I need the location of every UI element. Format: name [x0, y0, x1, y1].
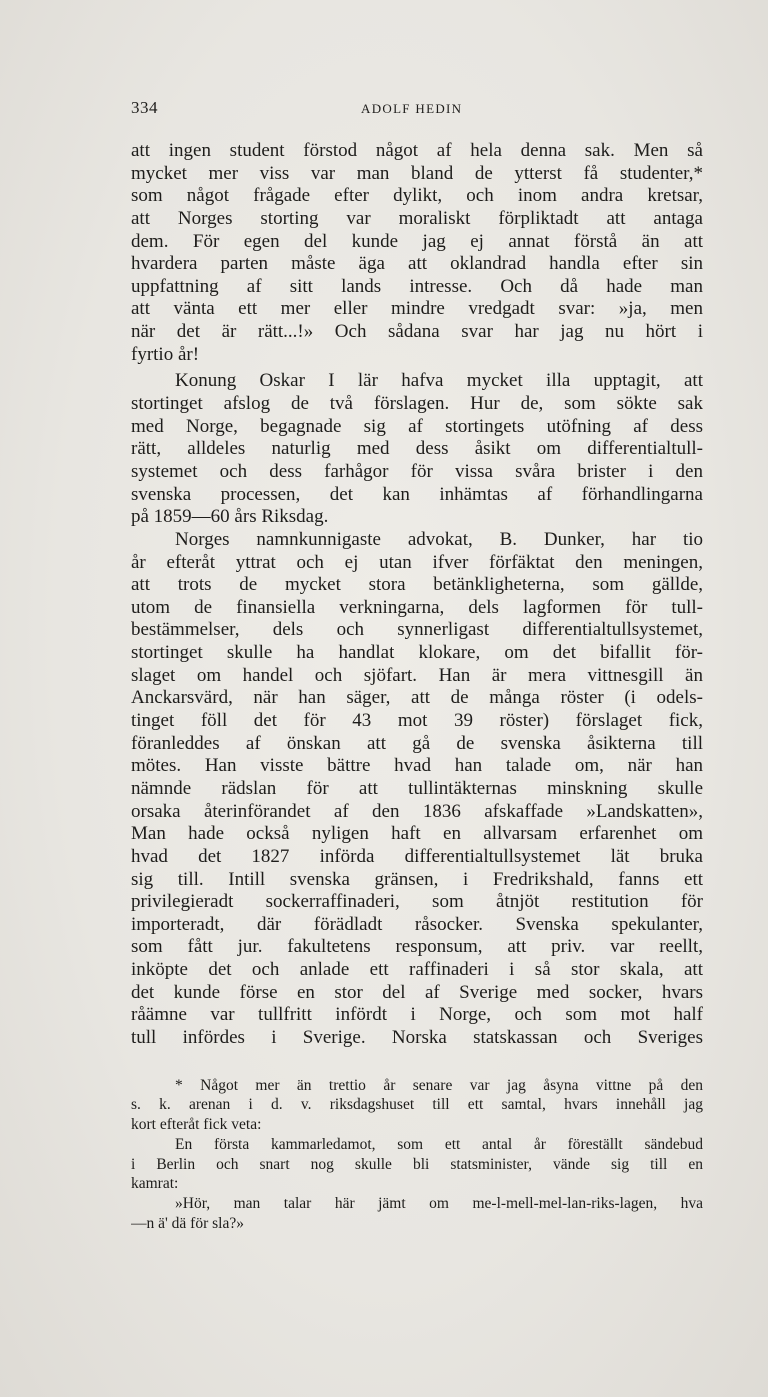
- text-line: tinget föll det för 43 mot 39 röster) förslaget fick,: [131, 710, 703, 732]
- text-line: bestämmelser, dels och synnerligast differentialtullsystemet,: [131, 619, 703, 641]
- text-line: när det är rätt...!» Och sådana svar har jag nu hört i: [131, 321, 703, 343]
- text-line: mycket mer viss var man bland de ytterst få studenter,*: [131, 162, 703, 184]
- footnote-line: i Berlin och snart nog skulle bli statsminister, vände sig till en: [131, 1155, 703, 1173]
- text-line: med Norge, begagnade sig af stortingets utöfning af dess: [131, 415, 703, 437]
- text-line: Anckarsvärd, när han säger, att de många röster (i odels-: [131, 687, 703, 709]
- footnote-line: * Något mer än trettio år senare var jag åsyna vittne på den: [175, 1077, 703, 1094]
- text-line: dem. För egen del kunde jag ej annat förstå än att: [131, 230, 703, 252]
- text-line: hvad det 1827 införda differentialtullsystemet lät bruka: [131, 845, 703, 867]
- text-line: rätt, alldeles naturlig med dess åsikt om differentialtull-: [131, 438, 703, 460]
- footnote-line: En första kammarledamot, som ett antal år föreställt sändebud: [175, 1136, 703, 1154]
- text-line: stortinget afslog de två förslagen. Hur de, som sökte sak: [131, 393, 703, 415]
- footnote-line: kort efteråt fick veta:: [131, 1115, 262, 1133]
- text-line: stortinget skulle ha handlat klokare, om det bifallit för-: [131, 642, 703, 664]
- text-line: sig till. Intill svenska gränsen, i Fredrikshald, fanns ett: [131, 868, 703, 890]
- text-line: det kunde förse en stor del af Sverige med socker, hvars: [131, 981, 703, 1003]
- text-line: slaget om handel och sjöfart. Han är mera vittnesgill än: [131, 664, 703, 686]
- text-line: svenska processen, det kan inhämtas af förhandlingarna: [131, 483, 703, 505]
- text-line: Norges namnkunnigaste advokat, B. Dunker, har tio: [175, 528, 703, 550]
- text-line: utom de finansiella verkningarna, dels lagformen för tull-: [131, 596, 703, 618]
- text-line: att vänta ett mer eller mindre vredgadt svar: »ja, men: [131, 298, 703, 320]
- text-line: att trots de mycket stora betänkligheterna, som gällde,: [131, 574, 703, 596]
- text-line: hvardera parten måste äga att oklandrad handla efter sin: [131, 253, 703, 275]
- text-line: mötes. Han visste bättre hvad han talade om, när han: [131, 755, 703, 777]
- footnote-line: s. k. arenan i d. v. riksdagshuset till ett samtal, hvars innehåll jag: [131, 1096, 703, 1114]
- text-line: privilegieradt sockerraffinaderi, som åtnjöt restitution för: [131, 891, 703, 913]
- text-line: Man hade också nyligen haft en allvarsam erfarenhet om: [131, 823, 703, 845]
- text-line: inköpte det och anlade ett raffinaderi i så stor skala, att: [131, 959, 703, 981]
- running-title: ADOLF HEDIN: [361, 101, 463, 116]
- text-line: på 1859—60 års Riksdag.: [131, 506, 329, 528]
- text-line: som fått jur. fakultetens responsum, att priv. var reellt,: [131, 936, 703, 958]
- text-line: fyrtio år!: [131, 343, 200, 365]
- text-line: systemet och dess farhågor för vissa svåra brister i den: [131, 460, 703, 482]
- text-line: år efteråt yttrat och ej utan ifver förfäktat den meningen,: [131, 551, 703, 573]
- footnote-line: »Hör, man talar här jämt om me-l-mell-mel-lan-riks-lagen, hva: [175, 1195, 703, 1213]
- text-line: Konung Oskar I lär hafva mycket illa upptagit, att: [175, 370, 703, 392]
- running-head: [131, 98, 703, 120]
- text-line: uppfattning af sitt lands intresse. Och då hade man: [131, 275, 703, 297]
- text-line: orsaka återinförandet af den 1836 afskaffade »Landskatten»,: [131, 800, 703, 822]
- footnotes: [131, 1076, 703, 1233]
- body-text: [131, 140, 703, 1050]
- page-number: 334: [131, 98, 158, 117]
- text-line: att Norges storting var moraliskt förpliktadt att antaga: [131, 207, 703, 229]
- text-line: råämne var tullfritt infördt i Norge, och som mot half: [131, 1004, 703, 1026]
- text-line: föranleddes af önskan att gå de svenska åsikterna till: [131, 732, 703, 754]
- text-line: nämnde rädslan för att tullintäkternas minskning skulle: [131, 777, 703, 799]
- text-line: tull infördes i Sverige. Norska statskassan och Sveriges: [131, 1026, 703, 1048]
- footnote-line: —n ä' dä för sla?»: [131, 1214, 244, 1232]
- text-line: som något frågade efter dylikt, och inom andra kretsar,: [131, 185, 703, 207]
- footnote-line: kamrat:: [131, 1174, 179, 1192]
- text-line: att ingen student förstod något af hela denna sak. Men så: [131, 140, 703, 161]
- text-line: importeradt, där förädladt råsocker. Svenska spekulanter,: [131, 913, 703, 935]
